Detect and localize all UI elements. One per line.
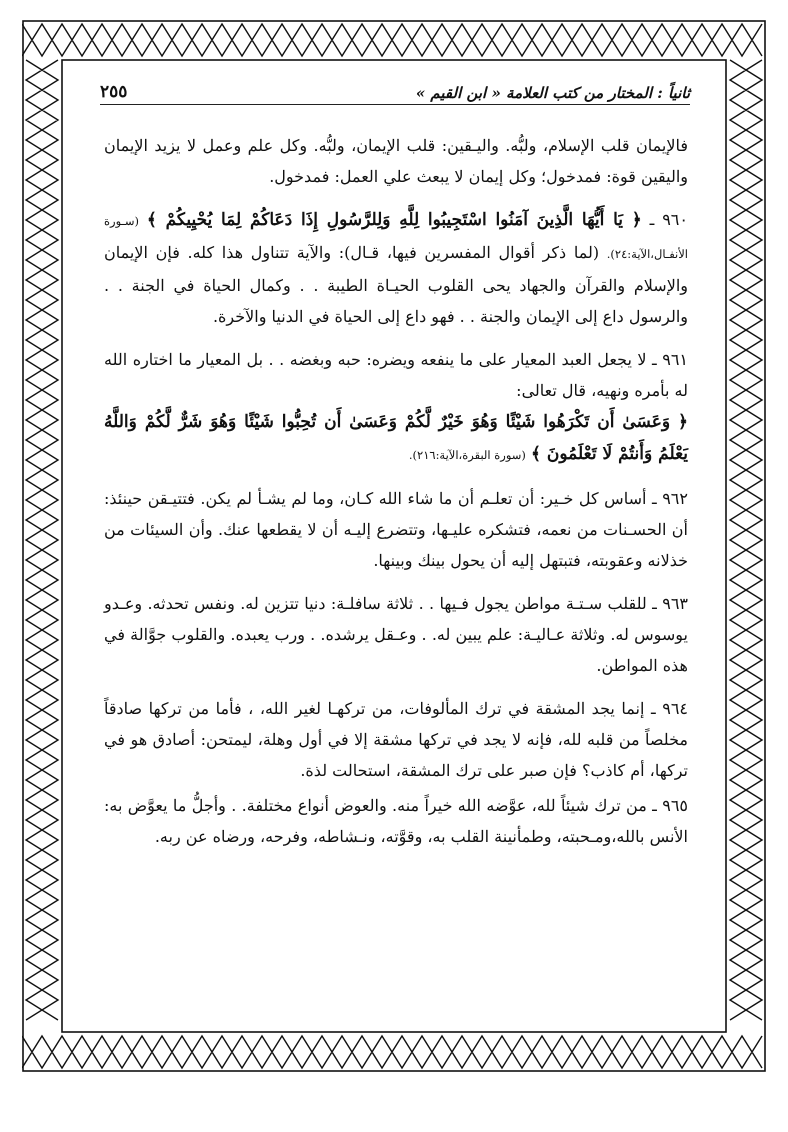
entry-number: ٩٦٥ ـ (652, 796, 688, 815)
entry-number: ٩٦٠ ـ (649, 210, 688, 229)
header-rule (100, 104, 690, 105)
paragraph-text: إنما يجد المشقة في ترك المألوفات، من تركهـا لغير الله، ، فأما من تركها صادقاً مخلصاً من قلبه لله، فإنه لا يجد في تركها مشقة إلا في أول وهلة، ليمتحن: أصادق هو في تركها، أم كاذب؟ فإن صبر على ترك المشقة، استحالت لذة. (104, 699, 688, 780)
entry-number: ٩٦٣ ـ (652, 594, 688, 613)
paragraph-960 (104, 204, 688, 332)
entry-number: ٩٦٤ ـ (650, 699, 688, 718)
paragraph-text: للقلب سـتـة مواطن يجول فـيها . . ثلاثة سافلـة: دنيا تتزين له. ونفس تحدثه. وعـدو يوسوس له. وثلاثة عـاليـة: علم يبين له. . وعـقل يرشده. . ورب يعبده. والقلوب جوَّالة في هذه المواطن. (104, 594, 688, 675)
quran-verse: ﴿ وَعَسَىٰ أَن تَكْرَهُوا شَيْئًا وَهُوَ خَيْرٌ لَّكُمْ وَعَسَىٰ أَن تُحِبُّوا شَيْئًا وَهُوَ شَرٌّ لَّكُمْ وَاللَّهُ يَعْلَمُ وَأَنتُمْ لَا تَعْلَمُونَ ﴾ (104, 412, 688, 464)
entry-number: ٩٦١ ـ (652, 350, 688, 369)
verse-reference: (سـورة الأنفـال،الآية:٢٤). (104, 214, 688, 261)
paragraph-961 (104, 344, 688, 471)
page-header (100, 68, 690, 102)
page-number: ٢٥٥ (100, 82, 128, 102)
paragraph-964 (104, 693, 688, 786)
running-title: ثانياً : المختار من كتب العلامة « ابن القيم » (415, 84, 690, 102)
paragraph-text: من ترك شيئاً لله، عوَّضه الله خيراً منه. والعوض أنواع مختلفة. . وأجلُّ ما يعوَّض به: الأنس بالله،ومـحبته، وطمأنينة القلب به، وقوَّته، ونـشاطه، وفرحه، ورضاه عن ربه. (104, 796, 688, 846)
paragraph-text: لا يجعل العبد المعيار على ما ينفعه ويضره: حبه وبغضه . . بل المعيار ما اختاره الله له بأمره ونهيه، قال تعالى: (104, 350, 688, 400)
paragraph-intro (104, 130, 688, 192)
paragraph-965 (104, 790, 688, 852)
paragraph-text: (لما ذكر أقوال المفسرين فيها، قـال): والآية تتناول هذا كله. فإن الإيمان والإسلام والقرآن والجهاد يحى القلوب الحيـاة الطيبة . . وكمال الحياة في الجنة . . والرسول داع إلى الإيمان والجنة . . فهو داع إلى الحياة في الدنيا والآخرة. (104, 243, 688, 326)
page-body (104, 130, 688, 1040)
entry-number: ٩٦٢ ـ (651, 489, 688, 508)
paragraph-text: أساس كل خـير: أن تعلـم أن ما شاء الله كـان، وما لم يشـأ لم يكن. فتتيـقن حينئذ: أن الحسـنات من نعمه، فتشكره عليـها، وتتضرع إليـه أن لا يقطعها عنك. وأن السيئات من خذلانه وعقوبته، فتبتهل إليه أن يحول بينك وبينها. (104, 489, 688, 570)
paragraph-962 (104, 483, 688, 576)
quran-verse: ﴿ يَا أَيُّهَا الَّذِينَ آمَنُوا اسْتَجِيبُوا لِلَّهِ وَلِلرَّسُولِ إِذَا دَعَاكُمْ لِمَا يُحْيِيكُمْ ﴾ (146, 210, 642, 230)
verse-reference: (سورة البقرة،الآية:٢١٦). (408, 448, 526, 462)
paragraph-text: فالإيمان قلب الإسلام، ولبُّه. واليـقين: قلب الإيمان، ولبُّه. وكل علم وعمل لا يزيد الإيمان واليقين قوة: فمدخول؛ وكل إيمان لا يبعث علي العمل: فمدخول. (104, 136, 688, 186)
paragraph-963 (104, 588, 688, 681)
